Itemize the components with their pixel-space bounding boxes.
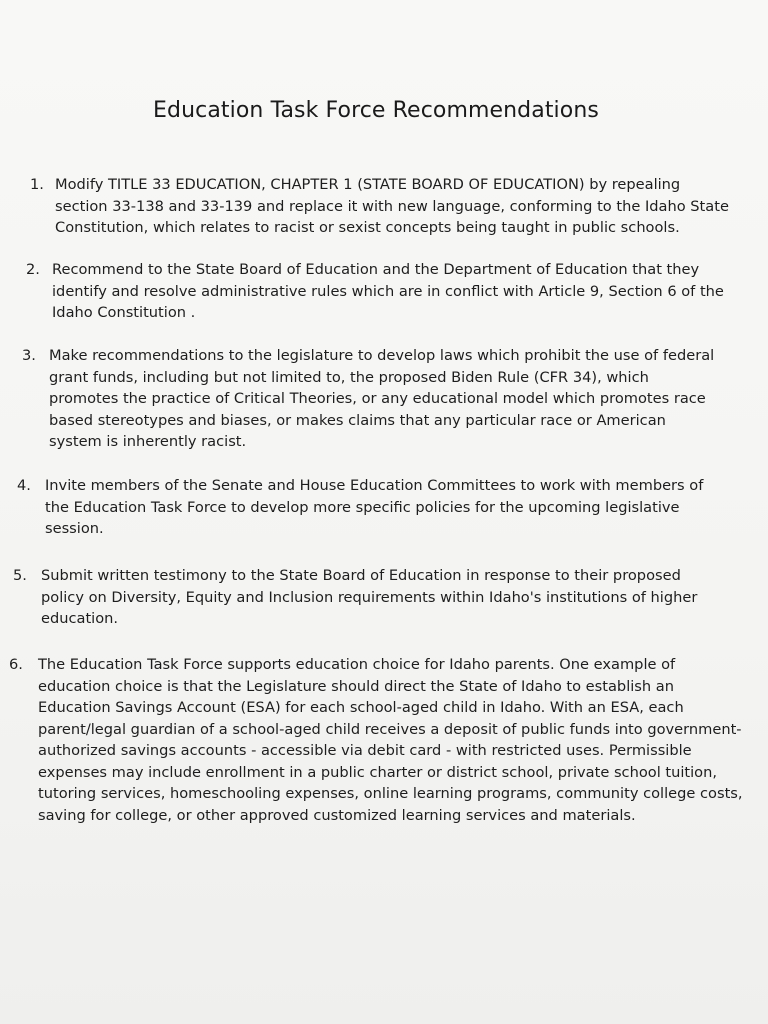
item-number: 1. xyxy=(30,176,44,193)
item-text: Submit written testimony to the State Board of Education in response to their proposed policy on Diversity, Equity and Inclusion requirements within Idaho's institutions of higher education. xyxy=(41,567,698,627)
item-number: 3. xyxy=(22,347,36,364)
item-text: Make recommendations to the legislature to develop laws which prohibit the use of federal grant funds, including but not limited to, the proposed Biden Rule (CFR 34), which promotes the practice of Critical Theories, or any educational model which promotes race based stereotypes and biases, or makes claims that any particular race or American system is inherently racist. xyxy=(49,347,715,450)
item-text: The Education Task Force supports education choice for Idaho parents. One example of education choice is that the Legislature should direct the State of Idaho to establish an Education Savings Account (ESA) for each school-aged child in Idaho. With an ESA, each parent/legal guardian of a school-aged child receives a deposit of public funds into government-authorized savings accounts - accessible via debit card - with restricted uses. Permissible expenses may include enrollment in a public charter or district school, private school tuition, tutoring services, homeschooling expenses, online learning programs, community college costs, saving for college, or other approved customized learning services and materials. xyxy=(38,656,743,824)
recommendation-item-3 xyxy=(22,345,722,453)
item-text: Invite members of the Senate and House Education Committees to work with members of the Education Task Force to develop more specific policies for the upcoming legislative session. xyxy=(45,477,704,537)
recommendation-item-1 xyxy=(30,174,730,239)
item-number: 4. xyxy=(17,477,31,494)
item-number: 5. xyxy=(13,567,27,584)
recommendation-item-4 xyxy=(17,475,727,540)
item-number: 6. xyxy=(9,656,23,673)
item-number: 2. xyxy=(26,261,40,278)
item-text: Recommend to the State Board of Education and the Department of Education that they identify and resolve administrative rules which are in conflict with Article 9, Section 6 of the Idaho Constitution . xyxy=(52,261,724,321)
recommendation-item-2 xyxy=(26,259,726,324)
recommendation-item-5 xyxy=(13,565,723,630)
page-title: Education Task Force Recommendations xyxy=(153,98,599,123)
recommendation-item-6 xyxy=(9,654,744,826)
item-text: Modify TITLE 33 EDUCATION, CHAPTER 1 (STATE BOARD OF EDUCATION) by repealing section 33-138 and 33-139 and replace it with new language, conforming to the Idaho State Constitution, which relates to racist or sexist concepts being taught in public schools. xyxy=(55,176,729,236)
